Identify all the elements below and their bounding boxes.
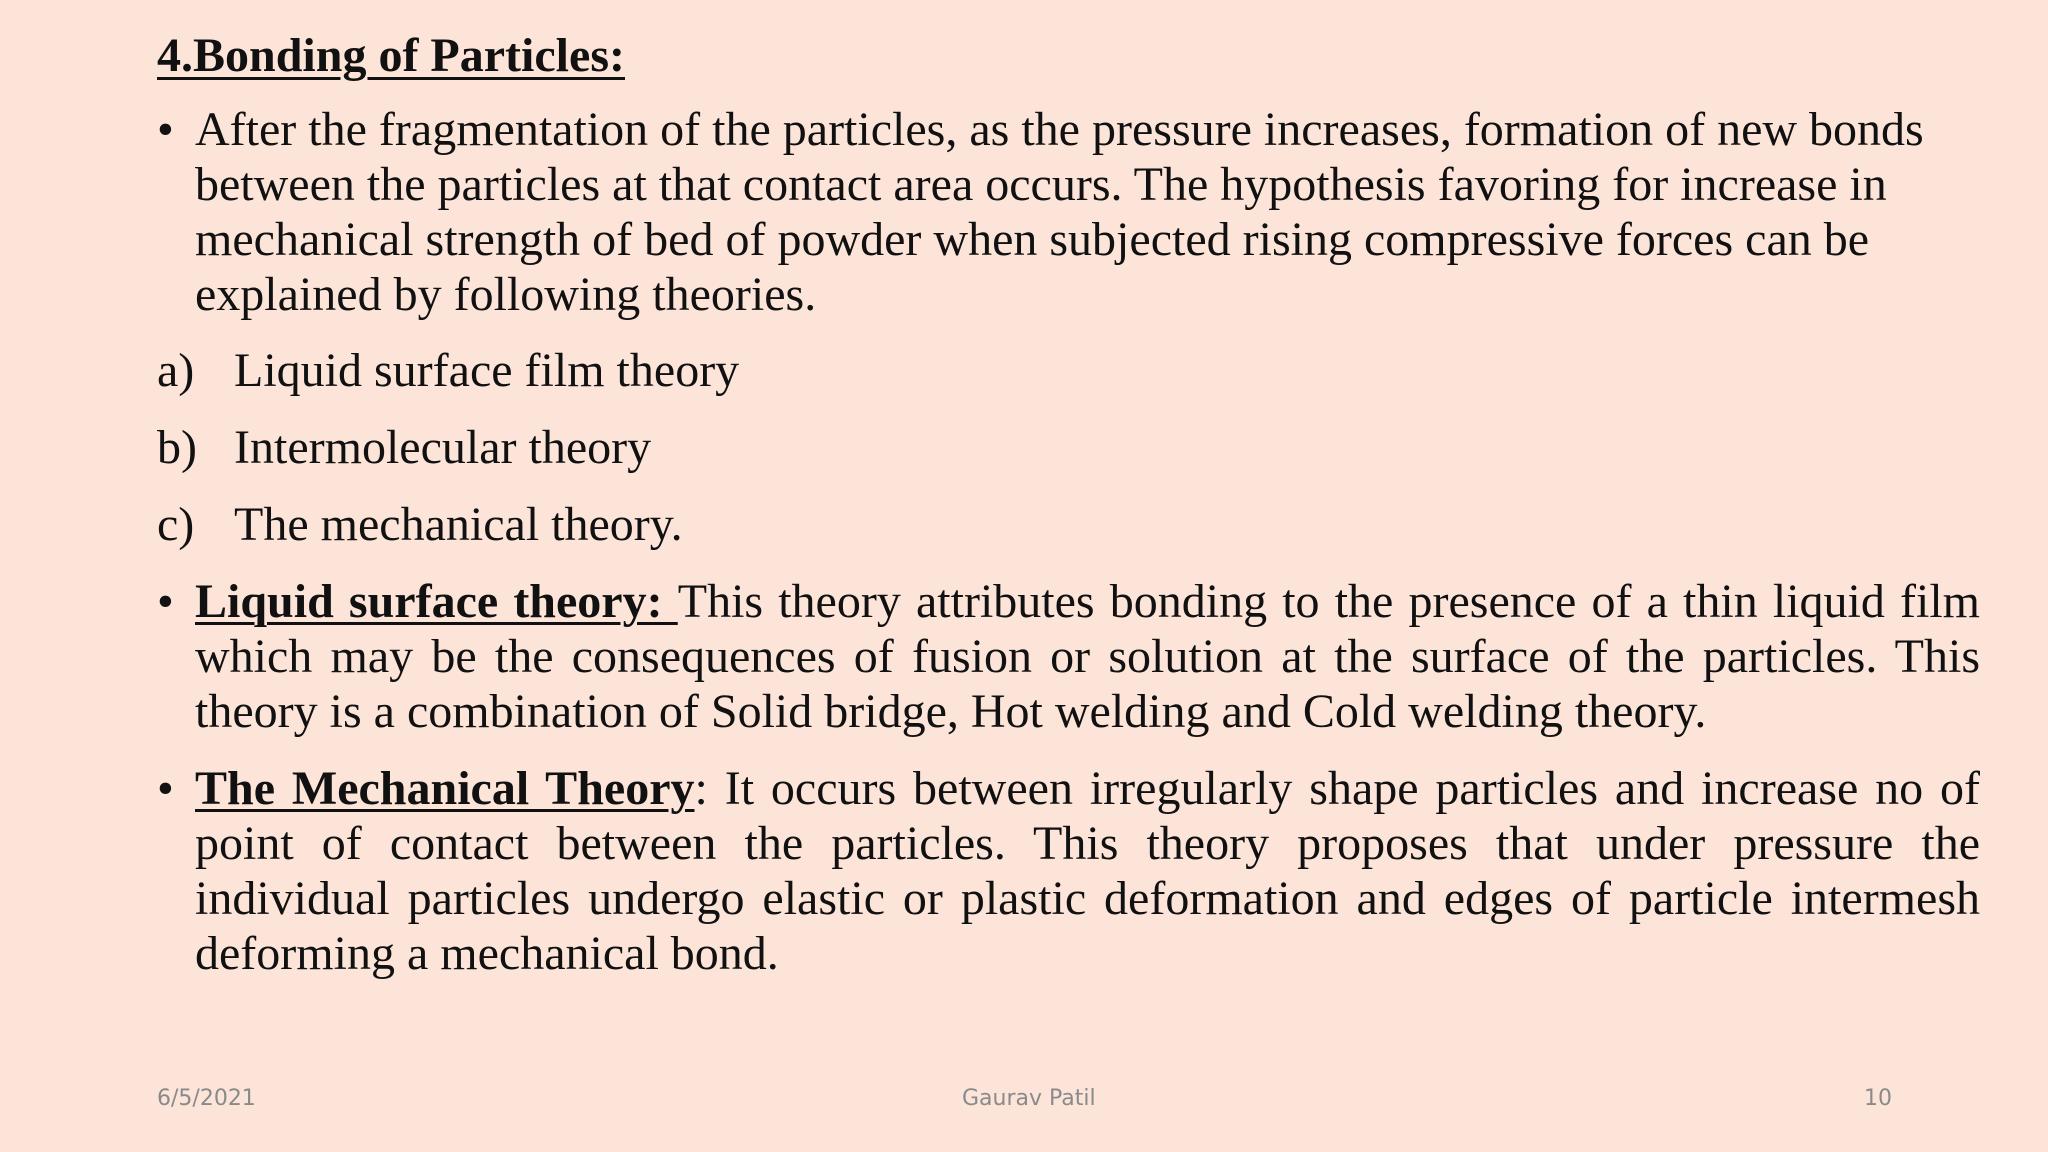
footer-author: Gaurav Patil bbox=[962, 1086, 1096, 1111]
bullet-icon: • bbox=[157, 762, 174, 815]
intro-bullet bbox=[157, 102, 1980, 322]
theory-label: Liquid surface film theory bbox=[234, 344, 740, 397]
bullet-icon: • bbox=[157, 103, 174, 156]
bullet-icon: • bbox=[157, 575, 174, 628]
theory-item-b bbox=[157, 420, 1980, 475]
intro-bullet-text: After the fragmentation of the particles, as the pressure increases, formation of new bonds between the particles at that contact area occurs. The hypothesis favoring for increase in mechanical strength of bed of powder when subjected rising compressive forces can be explained by following theories. bbox=[195, 103, 1924, 321]
slide-title: 4.Bonding of Particles: bbox=[157, 29, 625, 82]
mechanical-heading: The Mechanical Theory bbox=[195, 762, 695, 815]
theory-marker: a) bbox=[157, 344, 195, 397]
theory-item-c bbox=[157, 497, 1980, 552]
footer-date: 6/5/2021 bbox=[157, 1086, 256, 1111]
mechanical-text: : It occurs between irregularly shape particles and increase no of point of contact between the particles. This theory proposes that under pressure the individual particles undergo elastic or plastic deformation and edges of particle intermesh deforming a mechanical bond. bbox=[195, 762, 1981, 980]
theory-label: The mechanical theory. bbox=[234, 498, 683, 551]
slide-body bbox=[157, 102, 1980, 981]
liquid-surface-bullet bbox=[157, 574, 1980, 739]
footer-page-number: 10 bbox=[1864, 1086, 1892, 1111]
mechanical-bullet bbox=[157, 761, 1980, 981]
theory-marker: b) bbox=[157, 421, 197, 474]
liquid-surface-heading: Liquid surface theory: bbox=[195, 575, 678, 628]
theory-item-a bbox=[157, 343, 1980, 398]
theory-marker: c) bbox=[157, 498, 195, 551]
liquid-surface-text: This theory attributes bonding to the presence of a thin liquid film which may be the consequences of fusion or solution at the surface of the particles. This theory is a combination of Solid bridge, Hot welding and Cold welding theory. bbox=[195, 575, 1981, 738]
theory-label: Intermolecular theory bbox=[234, 421, 652, 474]
